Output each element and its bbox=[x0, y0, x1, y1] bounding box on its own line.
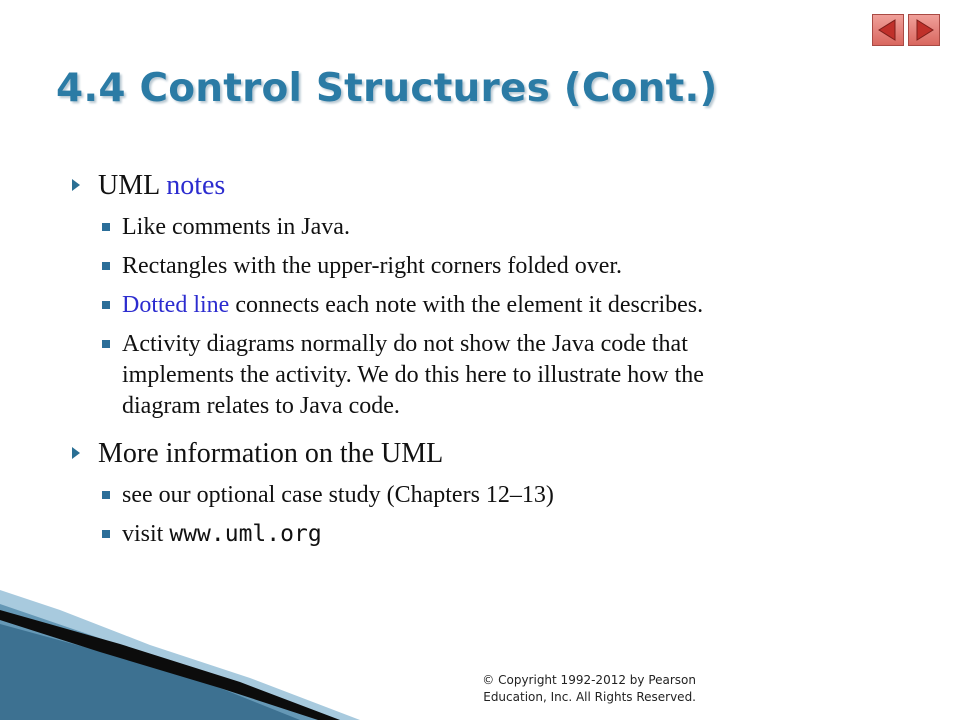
bullet-highlight: notes bbox=[166, 170, 226, 201]
sub-bullet-line: implements the activity. We do this here to illustrate how the bbox=[122, 362, 704, 388]
bullet-arrow-icon bbox=[72, 447, 80, 459]
uml-website-link[interactable]: www.uml.org bbox=[169, 521, 322, 547]
sub-bullet-case-study bbox=[68, 480, 888, 511]
sub-bullet-dotted-line bbox=[68, 290, 888, 321]
bullet-square-icon bbox=[102, 340, 110, 348]
slide-body bbox=[68, 168, 888, 550]
bullet-square-icon bbox=[102, 262, 110, 270]
bullet-arrow-icon bbox=[72, 179, 80, 191]
sub-bullet-text: connects each note with the element it describes. bbox=[229, 292, 704, 318]
bullet-text: More information on the UML bbox=[98, 438, 444, 469]
previous-slide-button[interactable] bbox=[872, 14, 904, 46]
sub-bullet-highlight: Dotted line bbox=[122, 292, 230, 318]
bullet-square-icon bbox=[102, 301, 110, 309]
sub-bullet-rectangles bbox=[68, 251, 888, 282]
sub-bullet-visit bbox=[68, 519, 888, 550]
sub-bullet-text: see our optional case study (Chapters 12–13) bbox=[122, 482, 554, 508]
sub-bullet-activity-diagrams bbox=[68, 329, 888, 422]
bullet-square-icon bbox=[102, 223, 110, 231]
bullet-square-icon bbox=[102, 491, 110, 499]
slide-title: 4.4 Control Structures (Cont.) bbox=[56, 66, 718, 111]
copyright-footer: © Copyright 1992-2012 by Pearson Education, Inc. All Rights Reserved. bbox=[482, 673, 696, 704]
sub-bullet-line: Activity diagrams normally do not show the Java code that bbox=[122, 331, 688, 357]
triangle-right-icon bbox=[909, 15, 939, 45]
bullet-uml-notes bbox=[68, 168, 888, 204]
bullet-more-information bbox=[68, 436, 888, 472]
next-slide-button[interactable] bbox=[908, 14, 940, 46]
triangle-left-icon bbox=[873, 15, 903, 45]
sub-bullet-text: visit bbox=[122, 521, 170, 547]
sub-bullet-text: Like comments in Java. bbox=[122, 214, 350, 240]
bullet-text: UML bbox=[98, 170, 167, 201]
sub-bullet-line: diagram relates to Java code. bbox=[122, 393, 400, 419]
bullet-square-icon bbox=[102, 530, 110, 538]
sub-bullet-text: Rectangles with the upper-right corners folded over. bbox=[122, 253, 623, 279]
sub-bullet-comments bbox=[68, 212, 888, 243]
